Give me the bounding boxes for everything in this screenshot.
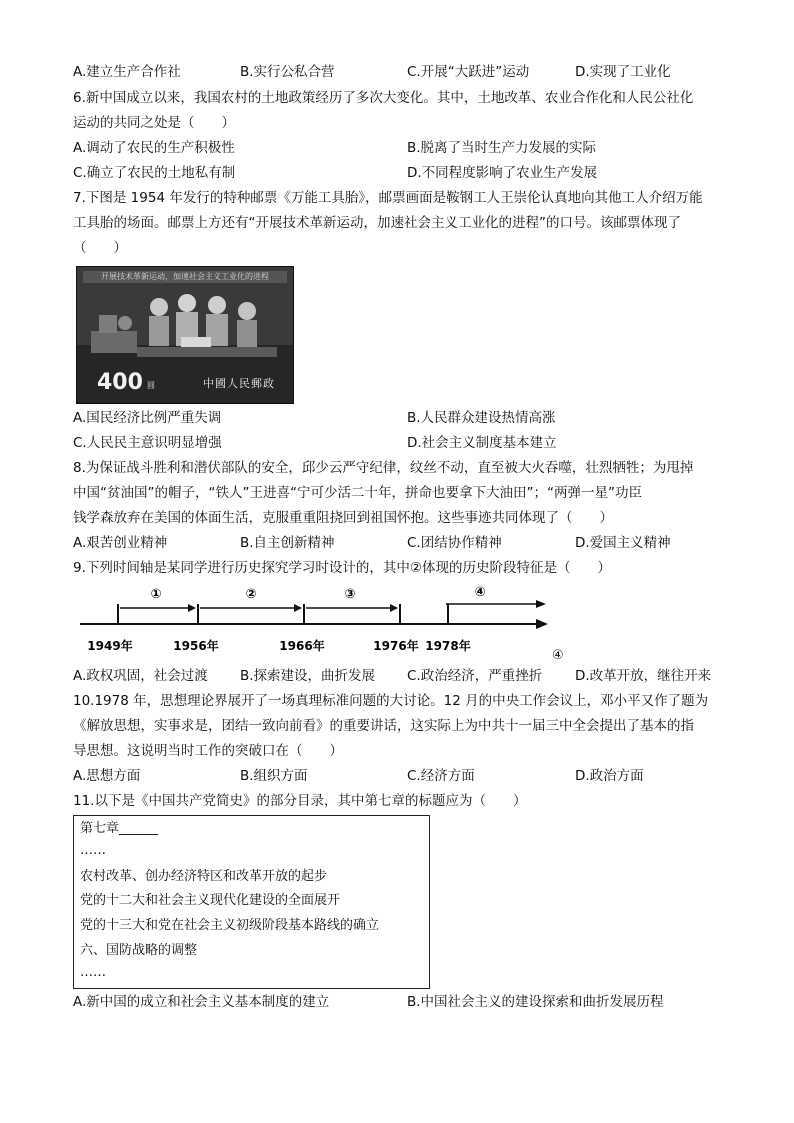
q10-option-c[interactable]: C.经济方面 (407, 768, 475, 784)
q6-option-b[interactable]: B.脱离了当时生产力发展的实际 (407, 140, 597, 156)
q9-trailing-mark: ④ (552, 648, 564, 663)
q8-option-c[interactable]: C.团结协作精神 (407, 535, 502, 551)
period-3-arrow-icon (390, 604, 398, 612)
year-label-1949: 1949年 (87, 639, 133, 653)
q7-option-d[interactable]: D.社会主义制度基本建立 (407, 435, 557, 451)
q7-stem-line-3: （ ） (73, 240, 127, 256)
q11-option-b[interactable]: B.中国社会主义的建设探索和曲折发展历程 (407, 994, 664, 1010)
q9-timeline (76, 584, 556, 660)
toc-line-chapter: 第七章______ (80, 821, 159, 836)
q10-stem-line-2: 《解放思想，实事求是，团结一致向前看》的重要讲话，这实际上为中共十一届三中全会提出了基本的指 (73, 718, 694, 734)
toc-line-ellipsis: …… (80, 843, 106, 858)
q7-option-a[interactable]: A.国民经济比例严重失调 (73, 410, 222, 426)
q7-stem-line-2: 工具胎的场面。邮票上方还有“开展技术革新运动，加速社会主义工业化的进程”的口号。该邮票体现了 (73, 215, 681, 231)
stamp-slogan: 开展技术革新运动，加速社会主义工业化的进程 (83, 271, 287, 283)
q9-stem: 9.下列时间轴是某同学进行历史探究学习时设计的，其中②体现的历史阶段特征是（ ） (73, 560, 611, 576)
period-1-arrow-icon (188, 604, 196, 612)
q5-option-b[interactable]: B.实行公私合营 (240, 64, 335, 80)
q5-option-a[interactable]: A.建立生产合作社 (73, 64, 181, 80)
toc-line: 党的十二大和社会主义现代化建设的全面展开 (80, 893, 341, 908)
q6-option-d[interactable]: D.不同程度影响了农业生产发展 (407, 165, 598, 181)
period-2-arrow-icon (294, 604, 302, 612)
period-4-arrow-icon (536, 600, 546, 608)
year-label-1978: 1978年 (425, 639, 471, 653)
q9-option-d[interactable]: D.改革开放，继往开来 (575, 668, 712, 684)
period-label-1: ① (150, 587, 162, 602)
year-label-1966: 1966年 (279, 639, 325, 653)
q6-option-c[interactable]: C.确立了农民的土地私有制 (73, 165, 236, 181)
timeline-axis-arrow-icon (536, 619, 548, 629)
q5-option-d[interactable]: D.实现了工业化 (575, 64, 671, 80)
q6-stem-line-2: 运动的共同之处是（ ） (73, 115, 235, 131)
q9-option-a[interactable]: A.政权巩固，社会过渡 (73, 668, 208, 684)
q11-table-of-contents (73, 815, 430, 989)
q9-option-b[interactable]: B.探索建设，曲折发展 (240, 668, 376, 684)
q7-stem-line-1: 7.下图是 1954 年发行的特种邮票《万能工具胎》，邮票画面是鞍钢工人王崇伦认真地向其他工人介绍万能 (73, 190, 703, 206)
q8-stem-line-2: 中国“贫油国”的帽子，“铁人”王进喜“宁可少活二十年，拼命也要拿下大油田”；“两弹一星”功臣 (73, 485, 642, 501)
q8-option-b[interactable]: B.自主创新精神 (240, 535, 335, 551)
q6-option-a[interactable]: A.调动了农民的生产积极性 (73, 140, 235, 156)
stamp-denomination-unit: 圆 (147, 381, 155, 390)
q10-option-a[interactable]: A.思想方面 (73, 768, 141, 784)
year-label-1976: 1976年 (373, 639, 419, 653)
q10-stem-line-3: 导思想。这说明当时工作的突破口在（ ） (73, 743, 343, 759)
stamp-country-label: 中國人民郵政 (203, 377, 275, 390)
q7-option-c[interactable]: C.人民民主意识明显增强 (73, 435, 222, 451)
q8-stem-line-1: 8.为保证战斗胜利和潜伏部队的安全，邱少云严守纪律，纹丝不动，直至被大火吞噬，壮烈牺牲；为甩掉 (73, 460, 694, 476)
year-label-1956: 1956年 (173, 639, 219, 653)
period-label-4: ④ (474, 585, 486, 600)
q9-option-c[interactable]: C.政治经济，严重挫折 (407, 668, 543, 684)
stamp-denomination: 400 (97, 370, 143, 395)
toc-line: 农村改革、创办经济特区和改革开放的起步 (80, 869, 328, 884)
q11-stem: 11.以下是《中国共产党简史》的部分目录，其中第七章的标题应为（ ） (73, 793, 527, 809)
period-label-3: ③ (344, 587, 356, 602)
q10-stem-line-1: 10.1978 年，思想理论界展开了一场真理标准问题的大讨论。12 月的中央工作会议上，邓小平又作了题为 (73, 693, 709, 709)
stamp-image (76, 266, 294, 404)
q8-stem-line-3: 钱学森放弃在美国的体面生活，克服重重阻挠回到祖国怀抱。这些事迹共同体现了（ ） (73, 510, 613, 526)
period-label-2: ② (245, 587, 257, 602)
q10-option-d[interactable]: D.政治方面 (575, 768, 644, 784)
q6-stem-line-1: 6.新中国成立以来，我国农村的土地政策经历了多次大变化。其中，土地改革、农业合作化和人民公社化 (73, 90, 694, 106)
toc-line: 党的十三大和党在社会主义初级阶段基本路线的确立 (80, 918, 380, 933)
toc-line: 六、国防战略的调整 (80, 943, 198, 958)
q11-option-a[interactable]: A.新中国的成立和社会主义基本制度的建立 (73, 994, 330, 1010)
toc-line-ellipsis: …… (80, 965, 106, 980)
q10-option-b[interactable]: B.组织方面 (240, 768, 308, 784)
q8-option-d[interactable]: D.爱国主义精神 (575, 535, 671, 551)
q8-option-a[interactable]: A.艰苦创业精神 (73, 535, 168, 551)
q5-option-c[interactable]: C.开展“大跃进”运动 (407, 64, 530, 80)
q7-option-b[interactable]: B.人民群众建设热情高涨 (407, 410, 556, 426)
